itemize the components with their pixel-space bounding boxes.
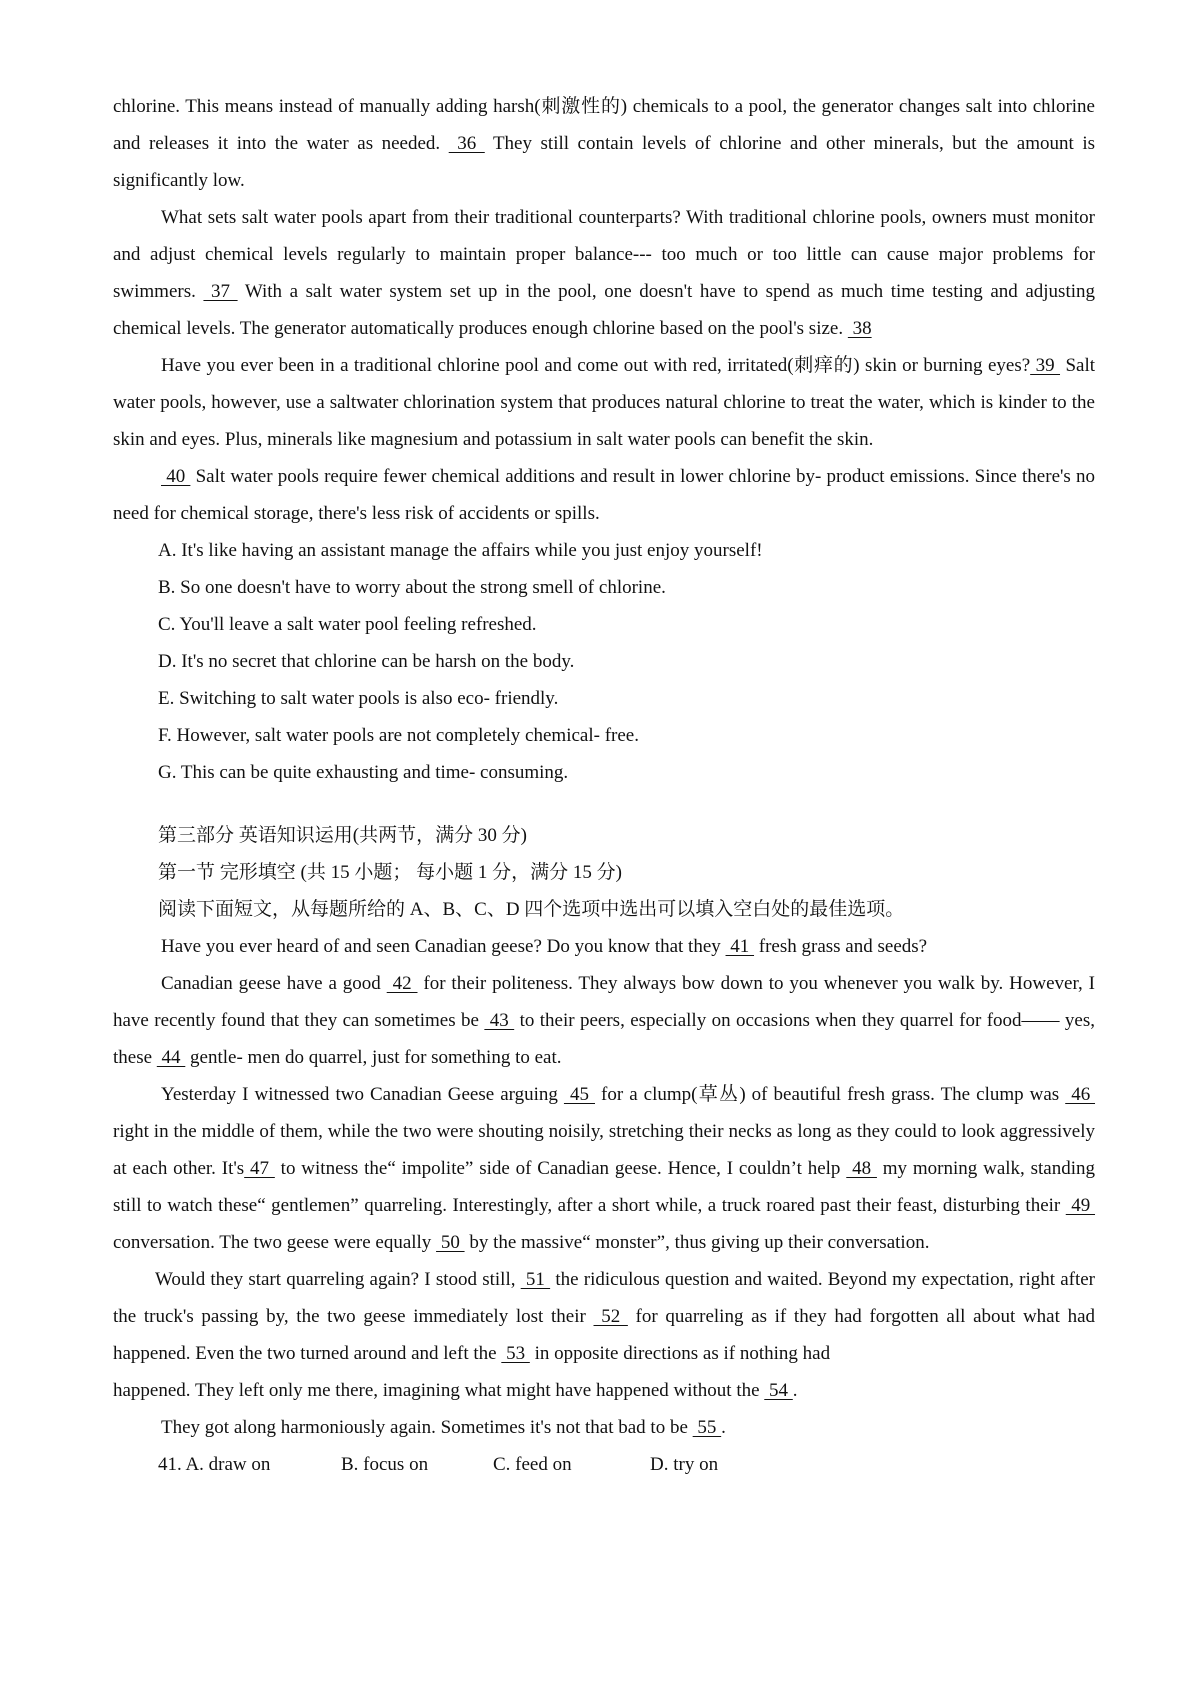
spacer: [113, 791, 1095, 817]
choice-d: D. try on: [650, 1454, 719, 1475]
blank-55: 55: [692, 1417, 722, 1438]
text: for a clump(草丛) of beautiful fresh grass. The clump was: [595, 1084, 1066, 1105]
text: my morning walk, standing still to watch these“ gentlemen” quarreling. Interestingly, after a short while, a truck roared past their feast, disturbing their: [113, 1158, 1095, 1216]
text: by the massive“ monster”, thus giving up their conversation.: [464, 1232, 930, 1253]
text: What sets salt water pools apart from their traditional counterparts? With traditional chlorine pools, owners must monitor and adjust chemical levels regularly to maintain proper balance--- too much or too little can cause major problems for swimmers.: [113, 207, 1095, 302]
blank-45: 45: [563, 1084, 595, 1105]
text: Canadian geese have a good: [161, 973, 387, 994]
blank-38: 38: [847, 318, 872, 339]
option-f: F. However, salt water pools are not completely chemical- free.: [158, 725, 639, 746]
text: happened. They left only me there, imagining what might have happened without the: [113, 1380, 765, 1401]
cloze-paragraph-4: [113, 1261, 1095, 1372]
option-e: E. Switching to salt water pools is also eco- friendly.: [158, 688, 559, 709]
passage-paragraph-4: [113, 458, 1095, 532]
text: Have you ever heard of and seen Canadian geese? Do you know that they: [161, 936, 726, 957]
blank-44: 44: [156, 1047, 186, 1068]
text: Have you ever been in a traditional chlorine pool and come out with red, irritated(刺痒的) skin or burning eyes?: [161, 355, 1031, 376]
text: the ridiculous question and waited. Beyond my expectation, right after the truck's passing by, the two geese immediately lost their: [113, 1269, 1096, 1327]
choice-a: 41. A. draw on: [158, 1454, 271, 1475]
passage-paragraph-3: [113, 347, 1095, 458]
choice-c: C. feed on: [493, 1454, 572, 1475]
blank-51: 51: [520, 1269, 551, 1290]
blank-46: 46: [1065, 1084, 1096, 1105]
text: .: [721, 1417, 726, 1438]
text: in opposite directions as if nothing had: [529, 1343, 831, 1364]
blank-37: 37: [203, 281, 238, 302]
option-g: G. This can be quite exhausting and time- consuming.: [158, 762, 569, 783]
text: Yesterday I witnessed two Canadian Geese arguing: [161, 1084, 564, 1105]
choice-b: B. focus on: [341, 1454, 429, 1475]
section-heading-cloze: 第一节 完形填空 (共 15 小题； 每小题 1 分，满分 15 分): [158, 862, 622, 883]
blank-53: 53: [501, 1343, 530, 1364]
cloze-paragraph-1: [113, 928, 1095, 965]
text: gentle- men do quarrel, just for something to eat.: [185, 1047, 562, 1068]
text: conversation. The two geese were equally: [113, 1232, 437, 1253]
option-d: D. It's no secret that chlorine can be harsh on the body.: [158, 651, 575, 672]
blank-41: 41: [725, 936, 755, 957]
text: for quarreling as if they had forgotten all about what had happened. Even the two turned around and left the: [113, 1306, 1096, 1364]
blank-47: 47: [244, 1158, 275, 1179]
text: fresh grass and seeds?: [754, 936, 928, 957]
question-41-choices: [158, 1446, 1095, 1483]
blank-52: 52: [593, 1306, 628, 1327]
section-instructions: 阅读下面短文，从每题所给的 A、B、C、D 四个选项中选出可以填入空白处的最佳选项。: [158, 899, 905, 920]
option-a: A. It's like having an assistant manage the affairs while you just enjoy yourself!: [158, 540, 763, 561]
blank-48: 48: [846, 1158, 877, 1179]
text: to witness the“ impolite” side of Canadian geese. Hence, I couldn’t help: [274, 1158, 847, 1179]
blank-36: 36: [448, 133, 485, 154]
blank-43: 43: [484, 1010, 515, 1031]
blank-42: 42: [386, 973, 418, 994]
blank-54: 54: [764, 1380, 793, 1401]
blank-49: 49: [1065, 1195, 1096, 1216]
blank-39: 39: [1030, 355, 1061, 376]
option-b: B. So one doesn't have to worry about the strong smell of chlorine.: [158, 577, 666, 598]
text: They still contain levels of chlorine and other minerals, but the amount is significantly low.: [113, 133, 1095, 191]
text: right in the middle of them, while the two were shouting noisily, stretching their necks as long as they could to look aggressively at each other. It's: [113, 1121, 1095, 1179]
section-heading-part3: 第三部分 英语知识运用(共两节，满分 30 分): [158, 825, 527, 846]
text: They got along harmoniously again. Sometimes it's not that bad to be: [161, 1417, 693, 1438]
option-c: C. You'll leave a salt water pool feeling refreshed.: [158, 614, 537, 635]
passage-paragraph-1: [113, 88, 1095, 199]
blank-40: 40: [161, 466, 191, 487]
text: Salt water pools, however, use a saltwater chlorination system that produces natural chlorine to treat the water, which is kinder to the skin and eyes. Plus, minerals like magnesium and potassium in salt water pools can benefit the skin.: [113, 355, 1096, 450]
text: for their politeness. They always bow down to you whenever you walk by. However, I have recently found that they can sometimes be: [113, 973, 1096, 1031]
text: With a salt water system set up in the pool, one doesn't have to spend as much time testing and adjusting chemical levels. The generator automatically produces enough chlorine based on the pool's size.: [113, 281, 1095, 339]
text: Would they start quarreling again? I stood still,: [155, 1269, 521, 1290]
cloze-paragraph-2: [113, 965, 1095, 1076]
text: chlorine. This means instead of manually adding harsh(刺激性的) chemicals to a pool, the generator changes salt into chlorine and releases it into the water as needed.: [113, 96, 1095, 154]
text: .: [792, 1380, 798, 1401]
text: to their peers, especially on occasions when they quarrel for food—— yes, these: [113, 1010, 1095, 1068]
cloze-paragraph-6: [113, 1409, 1095, 1446]
passage-paragraph-2: [113, 199, 1095, 347]
cloze-paragraph-5: [113, 1372, 1095, 1409]
cloze-paragraph-3: [113, 1076, 1095, 1261]
blank-50: 50: [436, 1232, 465, 1253]
document-page: [113, 88, 1095, 1483]
text: Salt water pools require fewer chemical additions and result in lower chlorine by- product emissions. Since there's no need for chemical storage, there's less risk of accidents or spills.: [113, 466, 1096, 524]
